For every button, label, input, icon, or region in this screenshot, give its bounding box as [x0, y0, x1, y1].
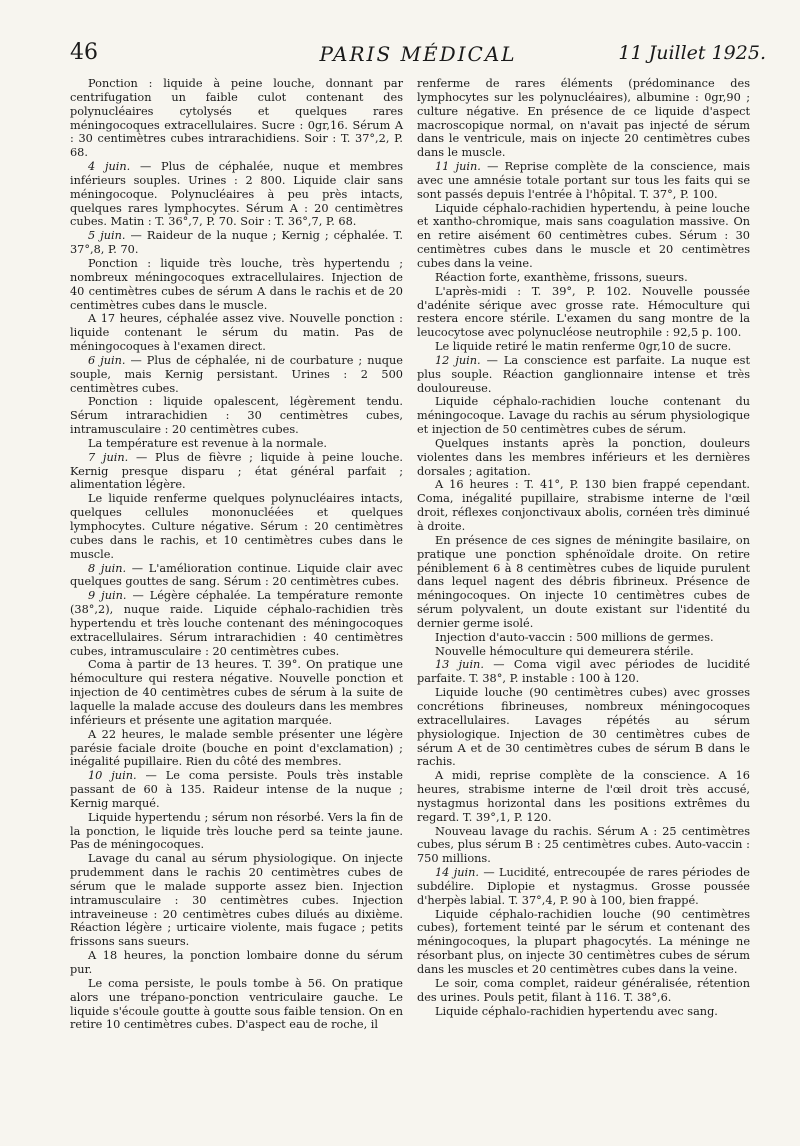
paragraph-text: Liquide hypertendu ; sérum non résorbé. Vers la fin de la ponction, le liquide très louche perd sa teinte jaune. Pas de méningocoques.: [70, 810, 403, 852]
paragraph-text: Le liquide renferme quelques polynucléaires intacts, quelques cellules mononucléées et quelques lymphocytes. Culture négative. Sérum : 20 centimètres cubes dans le rachis, et 10 centimètres cubes dans le muscle.: [70, 492, 403, 561]
journal-title: PARIS MÉDICAL: [319, 42, 517, 66]
paragraph: [70, 728, 403, 770]
entry-date: 11 juin.: [435, 160, 481, 174]
paragraph: [70, 77, 403, 160]
entry-date: 10 juin.: [88, 769, 137, 783]
entry-date: 12 juin.: [435, 353, 481, 367]
paragraph-text: Réaction forte, exanthème, frissons, sueurs.: [435, 270, 688, 284]
paragraph-text: — Plus de céphalée, nuque et membres inférieurs souples. Urines : 2 800. Liquide clair sans méningocoque. Polynucléaires à peu près intacts, quelques rares lymphocytes. Sérum A : 20 centimètres cubes. Matin : T. 36°,7, P. 70. Soir : T. 36°,7, P. 68.: [70, 160, 403, 229]
paragraph: [417, 534, 750, 631]
paragraph-text: A 22 heures, le malade semble présenter une légère parésie faciale droite (bouche en point d'exclamation) ; inégalité pupillaire. Rien du côté des membres.: [70, 727, 403, 769]
entry-date: 8 juin.: [88, 561, 127, 575]
entry-date: 13 juin.: [435, 658, 484, 672]
paragraph-text: — Légère céphalée. La température remonte (38°,2), nuque raide. Liquide céphalo-rachidien très hypertendu et très louche contenant des méningocoques extracellulaires. Sérum intrarachidien : 40 centimètres cubes, intramusculaire : 20 centimètres cubes.: [70, 589, 403, 658]
paragraph-text: — Lucidité, entrecoupée de rares périodes de subdélire. Diplopie et nystagmus. Grosse poussée d'herpès labial. T. 37°,4, P. 90 à 100, bien frappé.: [417, 866, 750, 907]
paragraph: [70, 769, 403, 811]
entry-date: 6 juin.: [88, 353, 126, 367]
paragraph: [417, 825, 750, 867]
paragraph-text: renferme de rares éléments (prédominance des lymphocytes sur les polynucléaires), albumine : 0gr,90 ; culture négative. En présence de ce liquide d'aspect macroscopique normal, on n'avait pas injecté de sérum dans le ventricule, mais on injecte 20 centimètres cubes dans le muscle.: [417, 77, 750, 160]
paragraph: [417, 645, 750, 659]
paragraph-text: — Reprise complète de la conscience, mais avec une amnésie totale portant sur tous les faits qui se sont passés depuis l'entrée à l'hôpital. T. 37°, P. 100.: [417, 160, 750, 201]
paragraph: [417, 437, 750, 479]
paragraph: [417, 340, 750, 354]
paragraph: [70, 562, 403, 590]
paragraph: [417, 160, 750, 202]
paragraph: [70, 811, 403, 853]
paragraph-text: Le soir, coma complet, raideur généralisée, rétention des urines. Pouls petit, filant à 116. T. 38°,6.: [417, 976, 750, 1004]
paragraph-text: Liquide céphalo-rachidien hypertendu, à peine louche et xantho-chromique, mais sans coagulation massive. On en retire aisément 60 centimètres cubes. Sérum : 30 centimètres cubes dans le muscle et 20 centimètres cubes dans la veine.: [417, 201, 750, 270]
paragraph: [417, 285, 750, 340]
paragraph: [417, 1005, 750, 1019]
paragraph-text: Liquide céphalo-rachidien louche (90 centimètres cubes), fortement teinté par le sérum et contenant des méningocoques, la plupart phagocytés. La méninge ne résorbant plus, on injecte 30 centimètres cubes de sérum dans les muscles et 20 centimètres cubes dans la veine.: [417, 907, 750, 976]
paragraph: [417, 77, 750, 160]
paragraph-text: A 16 heures : T. 41°, P. 130 bien frappé cependant. Coma, inégalité pupillaire, strabisme interne de l'œil droit, réflexes conjonctivaux abolis, cornéen très diminué à droite.: [417, 478, 750, 533]
entry-date: 4 juin.: [88, 160, 131, 174]
paragraph-text: Liquide céphalo-rachidien louche contenant du méningocoque. Lavage du rachis au sérum physiologique et injection de 50 centimètres cubes de sérum.: [417, 395, 750, 437]
paragraph: [417, 908, 750, 977]
paragraph: [70, 312, 403, 354]
entry-date: 9 juin.: [88, 589, 127, 603]
paragraph-text: — Raideur de la nuque ; Kernig ; céphalée. T. 37°,8, P. 70.: [70, 229, 404, 257]
paragraph: [70, 658, 403, 727]
paragraph: [417, 866, 750, 908]
paragraph: [70, 949, 403, 977]
right-column: [417, 77, 750, 1018]
paragraph-text: Ponction : liquide très louche, très hypertendu ; nombreux méningocoques extracellulaires. Injection de 40 centimètres cubes de sérum A dans le rachis et de 20 centimètres cubes dans le muscle.: [70, 256, 403, 312]
entry-date: 5 juin.: [88, 229, 126, 243]
paragraph-text: Lavage du canal au sérum physiologique. On injecte prudemment dans le rachis 20 centimètres cubes de sérum que le malade supporte assez bien. Injection intramusculaire : 30 centimètres cubes. Injection intraveineuse : 20 centimètres cubes dilués au dixième. Réaction légère ; urticaire violente, mais fugace ; petits frissons sans sueurs.: [70, 852, 403, 949]
paragraph-text: La température est revenue à la normale.: [88, 436, 327, 450]
paragraph-text: — Le coma persiste. Pouls très instable passant de 60 à 135. Raideur intense de la nuque ; Kernig marqué.: [70, 769, 403, 810]
paragraph-text: — La conscience est parfaite. La nuque est plus souple. Réaction ganglionnaire intense et très douloureuse.: [417, 353, 750, 395]
paragraph: [417, 977, 750, 1005]
paragraph: [417, 271, 750, 285]
paragraph: [70, 852, 403, 949]
paragraph-text: — Plus de fièvre ; liquide à peine louche. Kernig presque disparu ; état général parfait ; alimentation légère.: [70, 450, 403, 492]
paragraph: [70, 492, 403, 561]
paragraph-text: Ponction : liquide à peine louche, donnant par centrifugation un faible culot contenant des polynucléaires cytolysés et quelques rares méningocoques extracellulaires. Sucre : 0gr,16. Sérum A : 30 centimètres cubes intrarachidiens. Soir : T. 37°,2, P. 68.: [70, 77, 403, 160]
paragraph-text: Le liquide retiré le matin renferme 0gr,10 de sucre.: [435, 340, 732, 354]
paragraph: [417, 631, 750, 645]
paragraph: [417, 202, 750, 271]
paragraph-text: Quelques instants après la ponction, douleurs violentes dans les membres inférieurs et les dernières dorsales ; agitation.: [417, 436, 750, 478]
paragraph-text: Liquide céphalo-rachidien hypertendu avec sang.: [435, 1004, 718, 1018]
running-header: [70, 40, 766, 74]
paragraph: [417, 354, 750, 396]
paragraph-text: — L'amélioration continue. Liquide clair avec quelques gouttes de sang. Sérum : 20 centimètres cubes.: [70, 561, 403, 589]
paragraph: [70, 229, 403, 257]
issue-date: 11 Juillet 1925.: [618, 42, 766, 64]
paragraph: [70, 354, 403, 396]
paragraph: [70, 451, 403, 493]
paragraph-text: Nouvelle hémoculture qui demeurera stérile.: [435, 644, 694, 658]
paragraph-text: Injection d'auto-vaccin : 500 millions de germes.: [435, 630, 714, 644]
paragraph-text: En présence de ces signes de méningite basilaire, on pratique une ponction sphénoïdale droite. On retire péniblement 6 à 8 centimètres cubes de liquide purulent dans lequel nagent des débris fibrineux. Présence de méningocoques. On injecte 10 centimètres cubes de sérum polyvalent, un doute existant sur l'identité du dernier germe isolé.: [417, 533, 750, 630]
paragraph: [70, 257, 403, 312]
paragraph-text: Nouveau lavage du rachis. Sérum A : 25 centimètres cubes, plus sérum B : 25 centimètres cubes. Auto-vaccin : 750 millions.: [417, 824, 750, 866]
paragraph-text: L'après-midi : T. 39°, P. 102. Nouvelle poussée d'adénite sérique avec grosse rate. Hémoculture qui restera encore stérile. L'examen du sang montre de la leucocytose avec polynucléose neutrophile : 92,5 p. 100.: [417, 284, 750, 340]
paragraph-text: — Plus de céphalée, ni de courbature ; nuque souple, mais Kernig persistant. Urines : 2 500 centimètres cubes.: [70, 353, 403, 395]
paragraph: [417, 395, 750, 437]
entry-date: 7 juin.: [88, 450, 129, 464]
paragraph-text: Ponction : liquide opalescent, légèrement tendu. Sérum intrarachidien : 30 centimètres cubes, intramusculaire : 20 centimètres cubes.: [70, 395, 403, 437]
paragraph-text: A 17 heures, céphalée assez vive. Nouvelle ponction : liquide contenant le sérum du matin. Pas de méningocoques à l'examen direct.: [70, 312, 403, 354]
paragraph: [417, 686, 750, 769]
page-number: 46: [70, 40, 98, 65]
paragraph-text: — Coma vigil avec périodes de lucidité parfaite. T. 38°, P. instable : 100 à 120.: [417, 658, 751, 686]
paragraph: [417, 478, 750, 533]
entry-date: 14 juin.: [435, 866, 479, 880]
paragraph: [417, 658, 750, 686]
paragraph: [417, 769, 750, 824]
paragraph-text: A midi, reprise complète de la conscience. A 16 heures, strabisme interne de l'œil droit très accusé, nystagmus horizontal dans les positions extrêmes du regard. T. 39°,1, P. 120.: [417, 769, 750, 824]
paragraph: [70, 437, 403, 451]
paragraph-text: Le coma persiste, le pouls tombe à 56. On pratique alors une trépano-ponction ventriculaire gauche. Le liquide s'écoule goutte à goutte sous faible tension. On en retire 10 centimètres cubes. D'aspect eau de roche, il: [70, 976, 403, 1032]
left-column: [70, 77, 403, 1032]
paragraph: [70, 395, 403, 437]
paragraph: [70, 589, 403, 658]
paragraph-text: Liquide louche (90 centimètres cubes) avec grosses concrétions fibrineuses, nombreux méningocoques extracellulaires. Lavages répétés au sérum physiologique. Injection de 30 centimètres cubes de sérum A et de 30 centimètres cubes de sérum B dans le rachis.: [417, 686, 750, 769]
paragraph-text: A 18 heures, la ponction lombaire donne du sérum pur.: [70, 949, 403, 976]
paragraph-text: Coma à partir de 13 heures. T. 39°. On pratique une hémoculture qui restera négative. Nouvelle ponction et injection de 40 centimètres cubes de sérum à la suite de laquelle la malade accuse des douleurs dans les membres inférieurs et présente une agitation marquée.: [70, 658, 403, 727]
paragraph: [70, 160, 403, 229]
paragraph: [70, 977, 403, 1032]
